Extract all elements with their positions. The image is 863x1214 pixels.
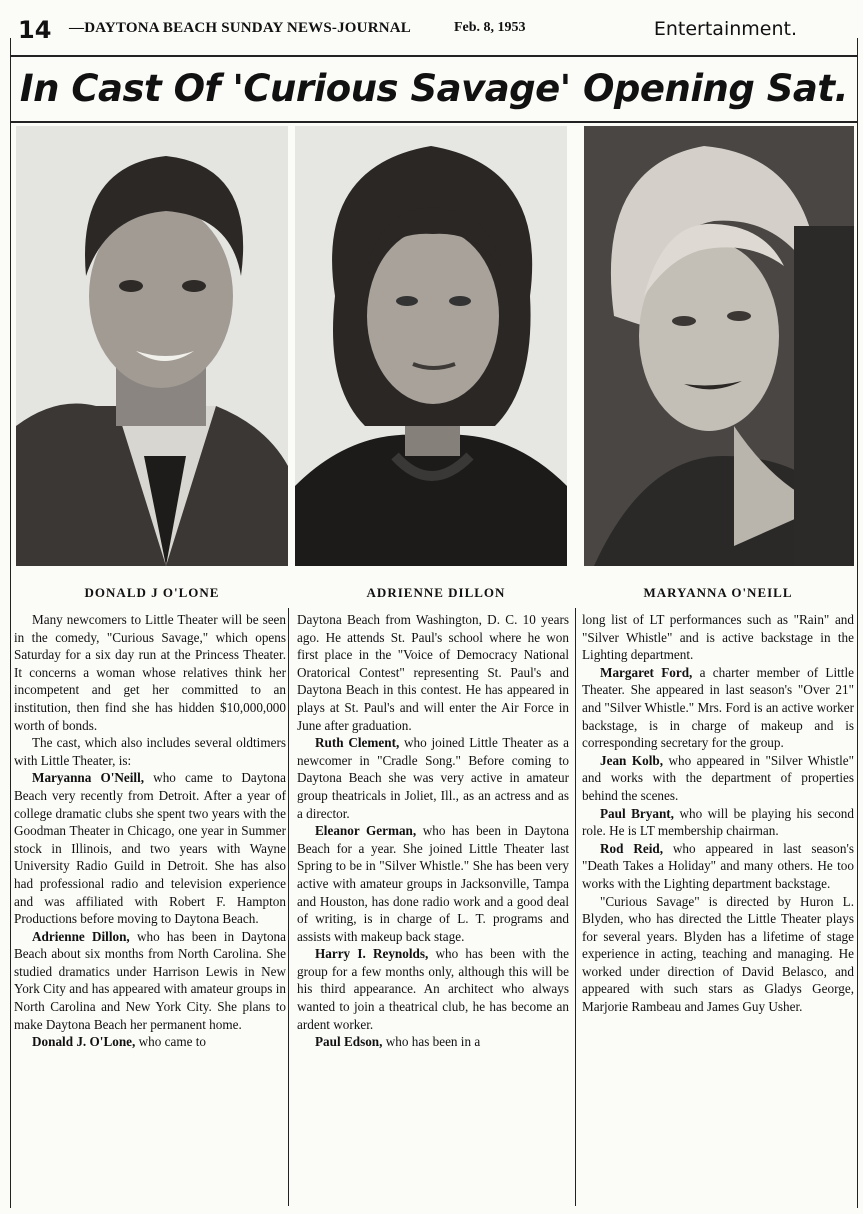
article-column-2 [297,611,569,1211]
cast-member-name: Ruth Clement, [315,735,400,751]
article-paragraph [297,822,569,945]
paragraph-text: Many newcomers to Little Theater will be seen in the comedy, "Curious Savage," which opens Saturday for a six day run at the Princess Theater. It concerns a woman whose relatives think her incompetent and get her committed to an institution, then find she has hidden $10,000,000 worth of bonds. [14,612,286,733]
cast-member-name: Donald J. O'Lone, [32,1034,136,1050]
paragraph-text: who will be playing his second role. He is LT membership chairman. [582,805,854,839]
cast-member-name: Rod Reid, [600,840,664,856]
paragraph-text: who has been in Daytona Beach for a year. She joined Little Theater last Spring to be in "Silver Whistle." She has been very active with amateur groups in Jacksonville, Tampa and Houston, has done radio work and a good deal of writing, is in charge of L. T. programs and assists with makeup back stage. [297,823,569,944]
paragraph-text: who has been in a [382,1034,481,1050]
article-paragraph [582,805,854,840]
paragraph-text: who came to Daytona Beach very recently from Detroit. After a year of college dramatic clubs she spent two years with the Goodman Theater in Chicago, one year in Summer stock in Illinois, and two years with Wayne University Radio Guild in Detroit. She has also had professional radio and television experience and was affiliated with Robert F. Hampton Productions before moving to Daytona Beach. [14,770,286,927]
paragraph-text: long list of LT performances such as "Rain" and "Silver Whistle" and is active backstage in the Lighting department. [582,612,854,663]
caption-maryanna-oneill: MARYANNA O'NEILL [643,585,793,600]
article-column-3 [582,611,854,1211]
article-paragraph [14,611,286,734]
paragraph-text: "Curious Savage" is directed by Huron L. Blyden, who has directed the Little Theater plays for several years. Blyden has a lifetime of stage experience in acting, teaching and managing. He worked under direction of David Belasco, and appeared with such stars as Gladys George, Marjorie Rambeau and James Guy Usher. [582,893,854,1015]
issue-date: Feb. 8, 1953 [454,20,526,35]
article-paragraph [582,611,854,664]
section-name: Entertainment. [653,18,797,40]
article-paragraph [297,945,569,1033]
photo-maryanna-oneill [584,126,854,566]
article-paragraph [582,840,854,893]
article-column-1 [14,611,286,1211]
cast-member-name: Harry I. Reynolds, [315,946,429,962]
cast-member-name: Paul Edson, [315,1034,383,1050]
article-paragraph [14,769,286,927]
article-paragraph [297,611,569,734]
article-paragraph [297,734,569,822]
paragraph-text: who has been in Daytona Beach about six months from North Carolina. She studied dramatics under Harrison Lewis in New York City and has appeared with amateur groups in North Carolina and New York City. She plans to make Daytona Beach her permanent home. [14,928,286,1032]
headline-rule-top [10,55,858,57]
paragraph-text: who joined Little Theater as a newcomer in "Cradle Song." Before coming to Daytona Beach she was very active in amateur group theatricals in Joliet, Ill., as an actress and as a director. [297,735,569,821]
page-number: 14 [18,16,52,44]
paragraph-text: who appeared in "Silver Whistle" and works with the department of properties behind the scenes. [582,752,854,803]
left-border [10,38,11,1208]
paragraph-text: The cast, which also includes several oldtimers with Little Theater, is: [14,735,286,768]
column-rule-2 [575,608,576,1206]
photo-adrienne-dillon [295,126,567,566]
photo-donald-olone [16,126,288,566]
masthead [12,14,857,44]
caption-donald-olone: DONALD J O'LONE [84,585,220,600]
right-border [857,38,858,1208]
article-paragraph [14,1033,286,1051]
headline-rule-bottom [10,121,858,123]
paragraph-text: who appeared in last season's "Death Takes a Holiday" and many others. He too works with the Lighting department backstage. [582,840,854,891]
article-paragraph [14,928,286,1034]
caption-adrienne-dillon: ADRIENNE DILLON [366,585,506,600]
article-paragraph [14,734,286,769]
cast-member-name: Paul Bryant, [600,805,674,821]
paragraph-text: who has been with the group for a few months only, although this will be his third appearance. An architect who always wanted to join a theatrical club, he has become an ardent worker. [297,946,569,1032]
cast-member-name: Adrienne Dillon, [32,928,130,944]
paragraph-text: who came to [135,1034,207,1050]
cast-member-name: Eleanor German, [315,823,417,839]
article-paragraph [297,1033,569,1051]
article-paragraph [582,752,854,805]
article-paragraph [582,664,854,752]
cast-member-name: Maryanna O'Neill, [32,770,145,786]
headline: In Cast Of 'Curious Savage' Opening Sat. [19,67,849,110]
column-rule-1 [288,608,289,1206]
article-paragraph [582,893,854,1016]
publication-name: —DAYTONA BEACH SUNDAY NEWS-JOURNAL [69,20,412,36]
paragraph-text: Daytona Beach from Washington, D. C. 10 years ago. He attends St. Paul's school where he won first place in the "Voice of Democracy National Oratorical Contest" representing St. Paul's and Daytona Beach in this contest. He has appeared in plays at St. Paul's and will enter the Air Force in June after graduation. [297,612,569,733]
cast-member-name: Margaret Ford, [600,664,693,680]
cast-member-name: Jean Kolb, [600,752,663,768]
paragraph-text: a charter member of Little Theater. She appeared in last season's "Over 21" and "Silver Whistle." Mrs. Ford is an active worker backstage, is in charge of makeup and is corresponding secretary for the group. [582,664,854,751]
